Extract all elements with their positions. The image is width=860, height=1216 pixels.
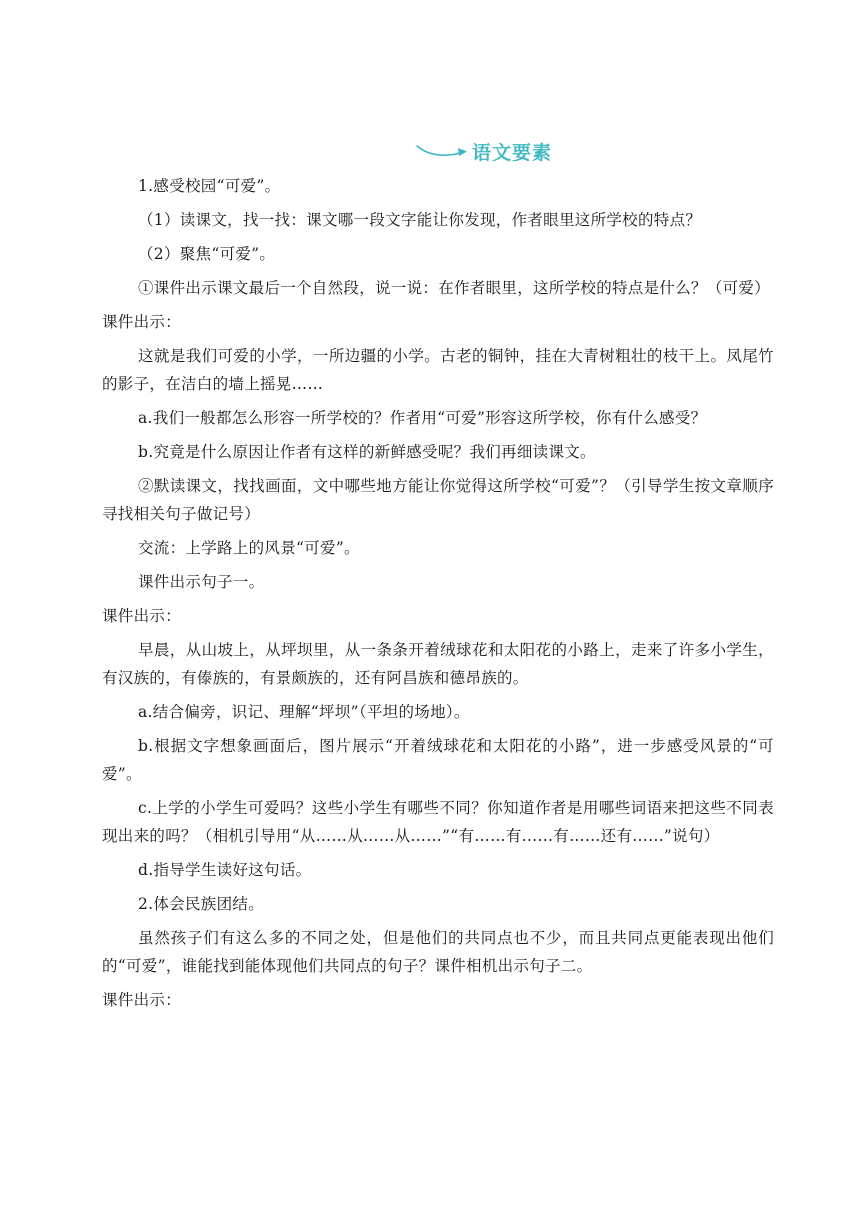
quoted-passage: 这就是我们可爱的小学，一所边疆的小学。古老的铜钟，挂在大青树粗壮的枝干上。凤尾竹的影子，在洁白的墙上摇晃…… bbox=[102, 347, 774, 393]
paragraph: ①课件出示课文最后一个自然段，说一说：在作者眼里，这所学校的特点是什么？（可爱） bbox=[138, 279, 771, 297]
paragraph: a.我们一般都怎么形容一所学校的？作者用“可爱”形容这所学校，你有什么感受？ bbox=[138, 409, 707, 427]
paragraph: b.究竟是什么原因让作者有这样的新鲜感受呢？我们再细读课文。 bbox=[138, 443, 596, 461]
paragraph: （1）读课文，找一找：课文哪一段文字能让你发现，作者眼里这所学校的特点？ bbox=[138, 211, 702, 229]
paragraph: c.上学的小学生可爱吗？这些小学生有哪些不同？你知道作者是用哪些词语来把这些不同表现出来的吗？（相机引导用“从……从……从……”“有……有……有……还有……”说句） bbox=[102, 799, 774, 845]
body-text bbox=[102, 172, 774, 1020]
quoted-passage: 早晨，从山坡上，从坪坝里，从一条条开着绒球花和太阳花的小路上，走来了许多小学生，有汉族的，有傣族的，有景颇族的，还有阿昌族和德昂族的。 bbox=[102, 641, 774, 687]
paragraph: 1.感受校园“可爱”。 bbox=[138, 177, 281, 195]
paragraph: 课件出示句子一。 bbox=[138, 573, 265, 591]
paragraph: a.结合偏旁，识记、理解“坪坝”（平坦的场地）。 bbox=[138, 703, 470, 721]
section-title: 语文要素 bbox=[472, 141, 553, 164]
paragraph: d.指导学生读好这句话。 bbox=[138, 861, 312, 879]
paragraph: 交流：上学路上的风景“可爱”。 bbox=[138, 539, 360, 557]
paragraph: （2）聚焦“可爱”。 bbox=[138, 245, 276, 263]
paragraph: b.根据文字想象画面后，图片展示“开着绒球花和太阳花的小路”，进一步感受风景的“可爱”。 bbox=[102, 737, 774, 783]
paragraph: 2.体会民族团结。 bbox=[138, 895, 264, 913]
paragraph: 虽然孩子们有这么多的不同之处，但是他们的共同点也不少，而且共同点更能表现出他们的“可爱”，谁能找到能体现他们共同点的句子？课件相机出示句子二。 bbox=[102, 929, 774, 975]
swoosh-arrow-icon bbox=[414, 141, 470, 161]
paragraph: ②默读课文，找找画面，文中哪些地方能让你觉得这所学校“可爱”？（引导学生按文章顺序寻找相关句子做记号） bbox=[102, 477, 774, 523]
courseware-label: 课件出示： bbox=[102, 991, 182, 1009]
section-header bbox=[414, 134, 552, 168]
courseware-label: 课件出示： bbox=[102, 607, 182, 625]
courseware-label: 课件出示： bbox=[102, 313, 182, 331]
